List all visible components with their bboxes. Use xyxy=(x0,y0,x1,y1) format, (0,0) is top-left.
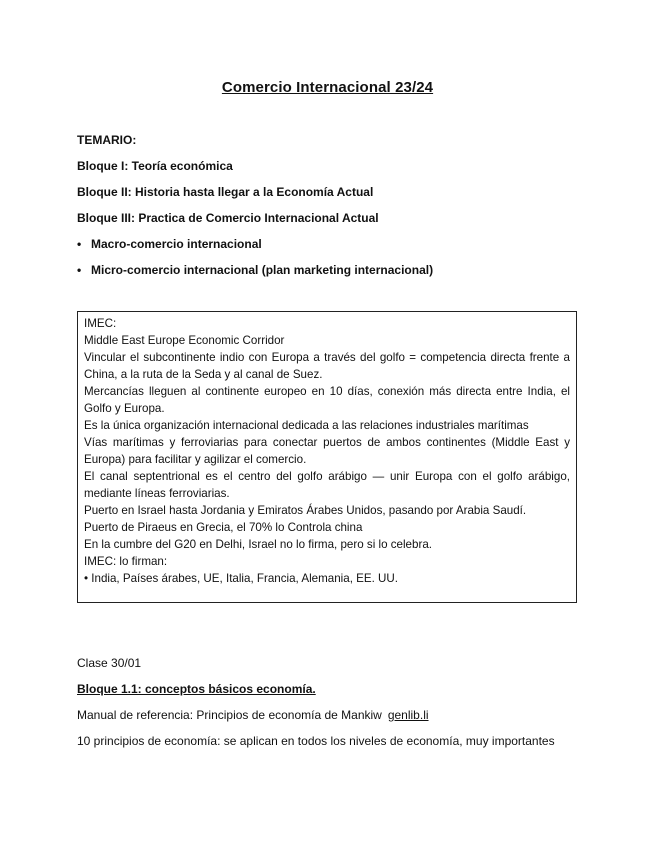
box-line: Vías marítimas y ferroviarias para conectar puertos de ambos continentes (Middle East y Europa) para facilitar y agilizar el comercio. xyxy=(84,436,570,466)
box-line: IMEC: lo firman: xyxy=(84,555,168,568)
box-line: Mercancías lleguen al continente europeo en 10 días, conexión más directa entre India, el Golfo y Europa. xyxy=(84,385,570,415)
principles-text: 10 principios de economía: se aplican en todos los niveles de economía, muy importantes xyxy=(77,734,555,748)
box-line: El canal septentrional es el centro del golfo arábigo — unir Europa con el golfo arábigo, mediante líneas ferroviarias. xyxy=(84,470,570,500)
box-line: Middle East Europe Economic Corridor xyxy=(84,334,285,347)
box-line: IMEC: xyxy=(84,317,117,330)
bullet-item xyxy=(77,237,262,251)
box-line: Vincular el subcontinente indio con Europa a través del golfo = competencia directa frente a China, a la ruta de la Seda y al canal de Suez. xyxy=(84,351,570,381)
box-line: Puerto en Israel hasta Jordania y Emiratos Árabes Unidos, pasando por Arabia Saudí. xyxy=(84,504,527,517)
box-line: Puerto de Piraeus en Grecia, el 70% lo Controla china xyxy=(84,521,363,534)
manual-reference xyxy=(77,708,429,722)
block-2: Bloque II: Historia hasta llegar a la Economía Actual xyxy=(77,185,374,199)
bullet-text: Micro-comercio internacional (plan marketing internacional) xyxy=(91,263,434,277)
bullet-text: Macro-comercio internacional xyxy=(91,237,262,251)
document-title: Comercio Internacional 23/24 xyxy=(221,79,434,96)
bullet-icon: • xyxy=(77,263,82,277)
box-line: Es la única organización internacional dedicada a las relaciones industriales marítimas xyxy=(84,419,529,432)
box-line: • India, Países árabes, UE, Italia, Francia, Alemania, EE. UU. xyxy=(84,572,399,585)
box-line: En la cumbre del G20 en Delhi, Israel no lo firma, pero si lo celebra. xyxy=(84,538,432,551)
imec-box xyxy=(77,311,577,603)
block-1: Bloque I: Teoría económica xyxy=(77,159,233,173)
genlib-link[interactable]: genlib.li xyxy=(387,708,429,722)
bullet-icon: • xyxy=(77,237,82,251)
class-date: Clase 30/01 xyxy=(77,656,142,670)
block-3: Bloque III: Practica de Comercio Internacional Actual xyxy=(77,211,379,225)
section-heading: Bloque 1.1: conceptos básicos economía. xyxy=(77,682,316,696)
bullet-item xyxy=(77,263,433,277)
manual-text: Manual de referencia: Principios de economía de Mankiw xyxy=(77,708,382,722)
temario-heading: TEMARIO: xyxy=(77,133,137,147)
